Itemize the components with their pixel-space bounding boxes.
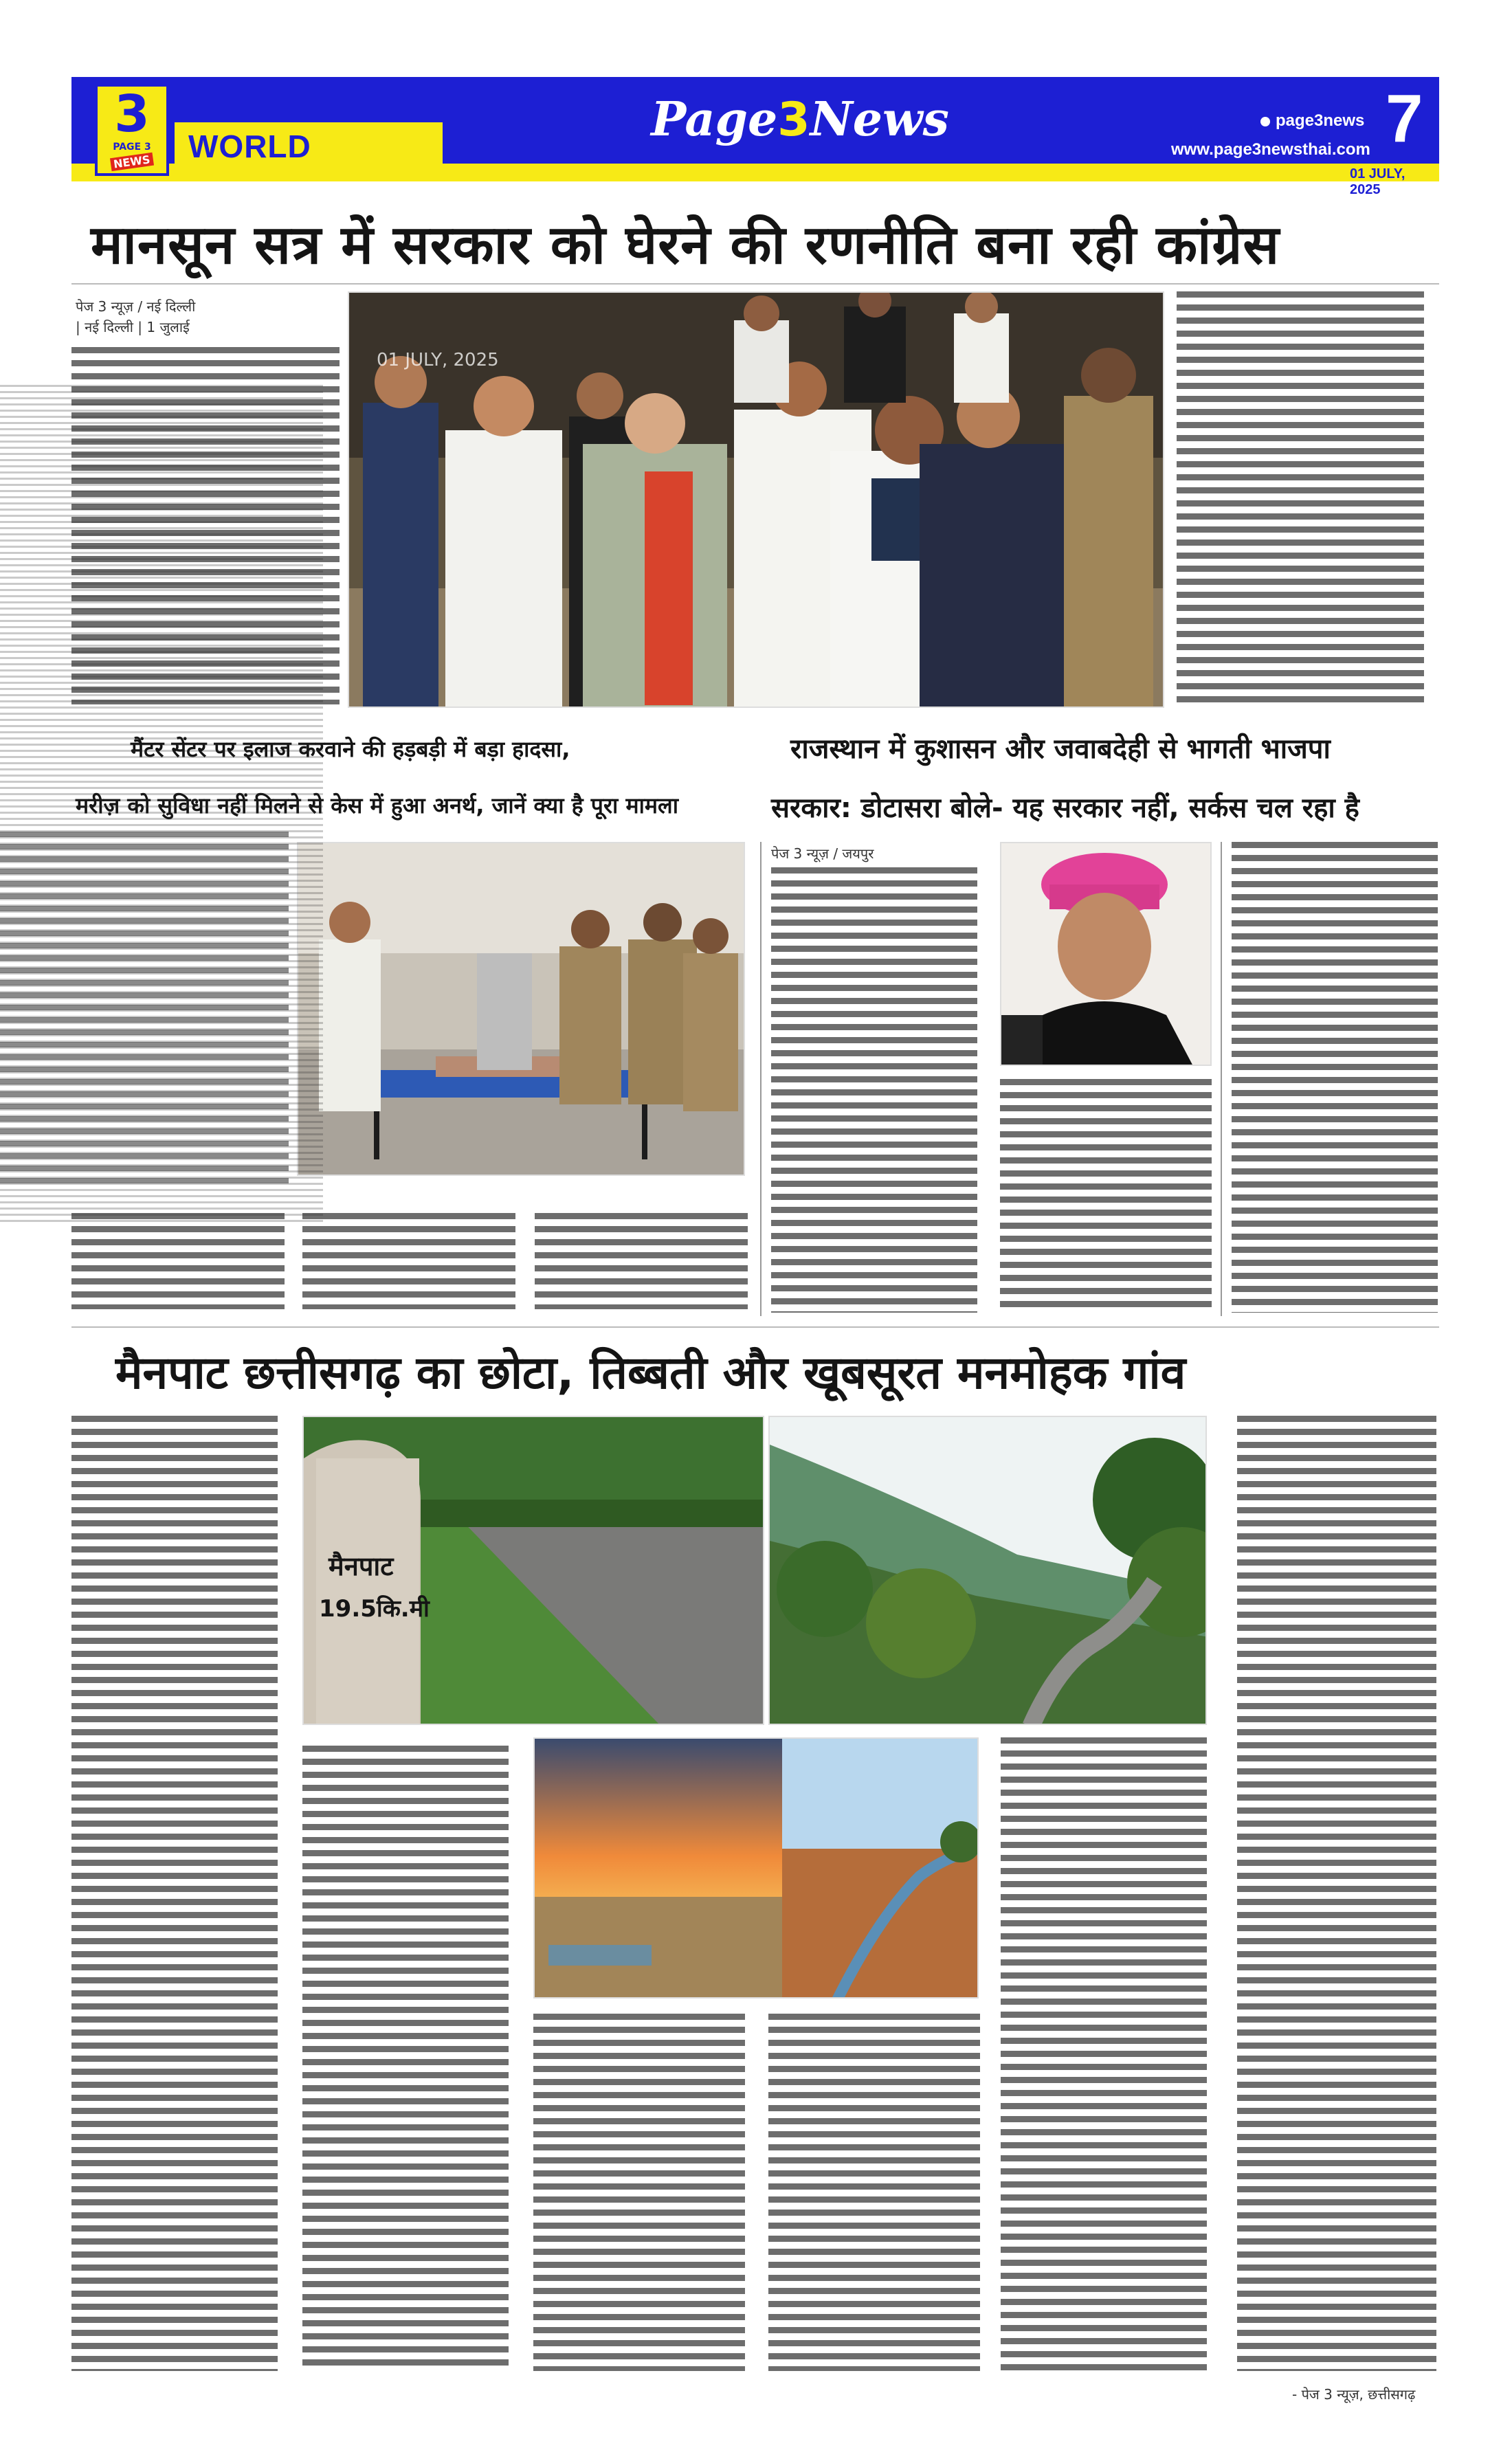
mainpat-text-column-4 [1237, 1416, 1436, 2371]
spacer [753, 842, 760, 843]
clinic-text-column-2 [71, 1213, 285, 1309]
mainpat-text-column-3b [768, 2014, 980, 2371]
congress-byline-1: पेज 3 न्यूज़ / नई दिल्ली [76, 298, 196, 315]
clinic-scene-image [298, 843, 745, 1176]
social-handle-text: page3news [1276, 111, 1365, 130]
brand-post: News [810, 92, 949, 147]
congress-text-column-2 [1177, 291, 1424, 708]
rajasthan-headline-2: सरकार: डोटासरा बोले- यह सरकार नहीं, सर्कस चल रहा है [771, 792, 1359, 824]
mainpat-text-column-1 [71, 1416, 278, 2371]
clinic-headline-1: मैंटर सेंटर पर इलाज करवाने की हड़बड़ी में बड़ा हादसा, [131, 736, 570, 762]
milestone-place: मैनपाट [329, 1551, 394, 1581]
issue-date: 01 JULY, 2025 [1350, 166, 1405, 197]
brand-pre: Page [651, 92, 778, 147]
section-label: WORLD [188, 129, 311, 164]
page3-logo[interactable] [95, 84, 169, 176]
mainpat-text-column-2 [302, 1746, 509, 2371]
section-tab [175, 122, 443, 164]
scan-noise-overlay [0, 385, 323, 1223]
social-handle[interactable] [1260, 111, 1364, 131]
milestone-distance: 19.5कि.मी [319, 1595, 430, 1623]
logo-number: 3 [114, 85, 150, 144]
mainpat-headline: मैनपाट छत्तीसगढ़ का छोटा, तिब्बती और खूबसूरत मनमोहक गांव [115, 1346, 1186, 1399]
divider [71, 283, 1439, 285]
mainpat-landscape-photo [533, 1737, 979, 1999]
mainpat-credit: - पेज 3 न्यूज़, छत्तीसगढ़ [1292, 2386, 1416, 2403]
congress-leaders-image [349, 293, 1164, 708]
bullet-icon [1260, 117, 1270, 126]
masthead [71, 77, 1439, 197]
page-number: 7 [1386, 80, 1423, 156]
logo-sub: PAGE 3 [113, 142, 151, 153]
congress-headline: मानसून सत्र में सरकार को घेरने की रणनीति बना रही कांग्रेस [91, 214, 1280, 276]
rajasthan-text-column-2 [1000, 1079, 1212, 1313]
column-divider [1221, 842, 1222, 1316]
clinic-text-column-3 [302, 1213, 515, 1309]
brand-three: 3 [777, 93, 810, 147]
mainpat-valley-photo [768, 1416, 1207, 1725]
website-link[interactable]: www.page3newsthai.com [1171, 140, 1370, 159]
logo-tag: NEWS [110, 153, 154, 171]
rajasthan-photo [1000, 842, 1212, 1066]
milestone-road-image [304, 1417, 764, 1725]
rajasthan-text-column-3 [1232, 842, 1438, 1313]
congress-byline-2: | नई दिल्ली | 1 जुलाई [76, 319, 190, 335]
mainpat-milestone-photo [302, 1416, 764, 1725]
photo-stamp: 01 JULY, 2025 [377, 350, 499, 370]
column-divider [760, 842, 761, 1316]
clinic-text-column-4 [535, 1213, 748, 1309]
brand-wordmark [608, 85, 992, 154]
rajasthan-byline: पेज 3 न्यूज़ / जयपुर [771, 845, 874, 862]
masthead-accent-strip [71, 164, 1439, 181]
clinic-photo [297, 842, 745, 1176]
dotasra-portrait-image [1001, 843, 1212, 1066]
mainpat-text-column-3a [533, 2014, 745, 2371]
congress-photo [348, 291, 1164, 708]
rajasthan-text-column-1 [771, 867, 977, 1313]
mainpat-text-column-3c [1001, 1737, 1207, 2371]
clinic-headline-2: मरीज़ को सुविधा नहीं मिलने से केस में हुआ अनर्थ, जानें क्या है पूरा मामला [76, 792, 679, 819]
rajasthan-headline-1: राजस्थान में कुशासन और जवाबदेही से भागती भाजपा [790, 733, 1331, 765]
divider [71, 1326, 1439, 1328]
sunset-landscape-image [535, 1739, 979, 1999]
valley-road-image [770, 1417, 1207, 1725]
